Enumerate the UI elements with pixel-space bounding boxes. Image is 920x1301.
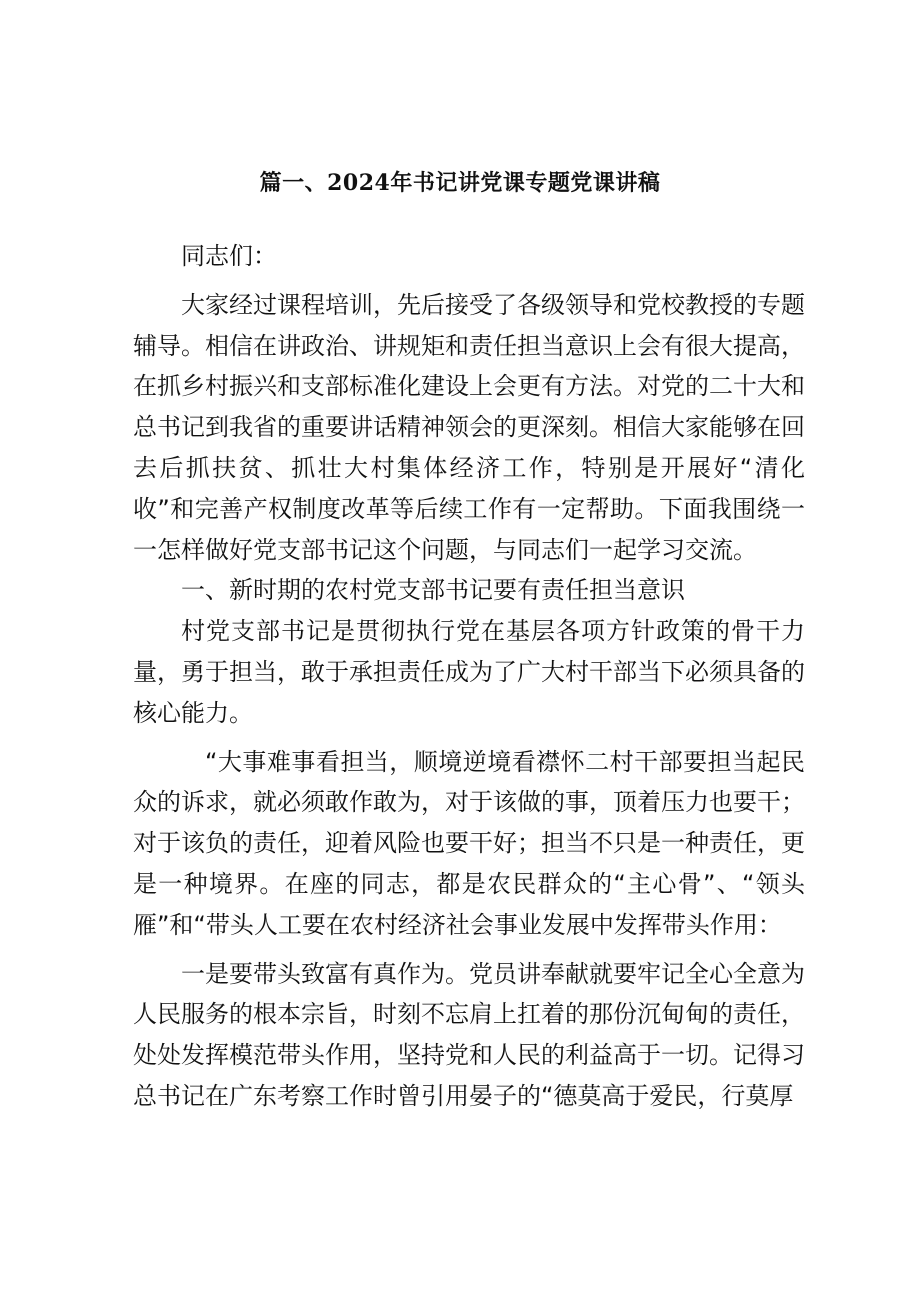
body-paragraph: “大事难事看担当，顺境逆境看襟怀二村干部要担当起民众的诉求，就必须敢作敢为，对于该做的事，顶着压力也要干；对于该负的责任，迎着风险也要干好；担当不只是一种责任，更是一种境界。在座的同志，都是农民群众的“主心骨”、“领头雁”和“带头人工要在农村经济社会事业发展中发挥带头作用： [133, 747, 805, 939]
document-title: 篇一、2024年书记讲党课专题党课讲稿 [259, 170, 661, 196]
section-heading-1: 一、新时期的农村党支部书记要有责任担当意识 [181, 576, 685, 605]
body-paragraph: 一是要带头致富有真作为。党员讲奉献就要牢记全心全意为人民服务的根本宗旨，时刻不忘肩上扛着的那份沉甸甸的责任，处处发挥模范带头作用，坚持党和人民的利益高于一切。记得习总书记在广东考察工作时曾引用晏子的“德莫高于爱民，行莫厚 [133, 959, 805, 1110]
document-body [133, 236, 805, 1117]
salutation-paragraph: 同志们： [181, 242, 277, 270]
intro-paragraph: 大家经过课程培训，先后接受了各级领导和党校教授的专题辅导。相信在讲政治、讲规矩和责任担当意识上会有很大提高，在抓乡村振兴和支部标准化建设上会更有方法。对党的二十大和总书记到我省的重要讲话精神领会的更深刻。相信大家能够在回去后抓扶贫、抓壮大村集体经济工作，特别是开展好“清化收”和完善产权制度改革等后续工作有一定帮助。下面我围绕一一怎样做好党支部书记这个问题，与同志们一起学习交流。 [133, 290, 805, 564]
body-paragraph: 村党支部书记是贯彻执行党在基层各项方针政策的骨干力量，勇于担当，敢于承担责任成为了广大村干部当下必须具备的核心能力。 [133, 617, 805, 727]
